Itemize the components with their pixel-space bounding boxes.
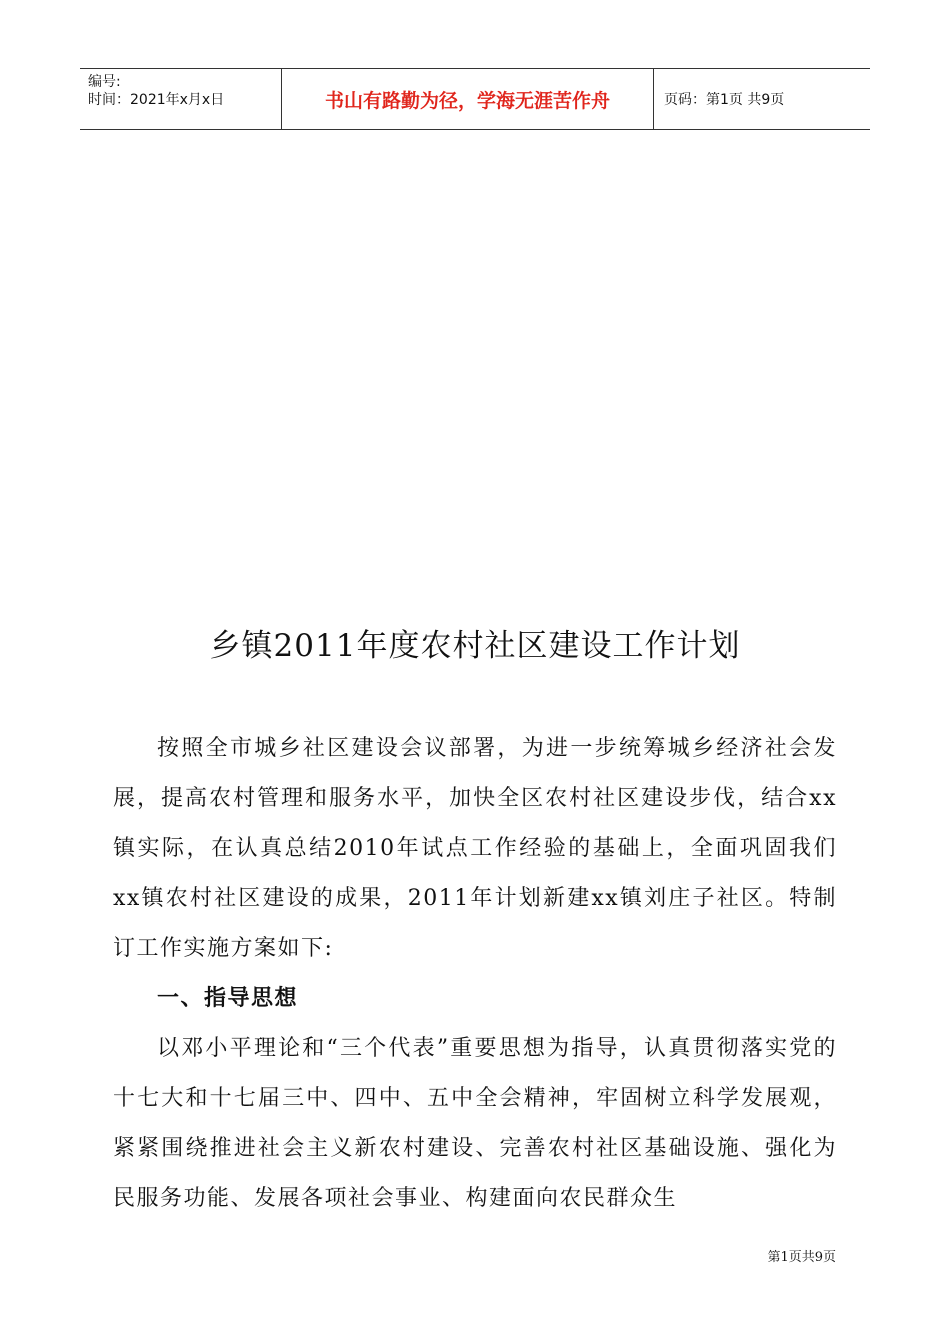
number-label: 编号: <box>88 74 121 90</box>
document-title: 乡镇2011年度农村社区建设工作计划 <box>209 628 741 664</box>
section-heading: 一、指导思想 <box>157 986 299 1011</box>
section-paragraph: 以邓小平理论和“三个代表”重要思想为指导，认真贯彻落实党的十七大和十七届三中、四中、五中全会精神，牢固树立科学发展观，紧紧围绕推进社会主义新农村建设、完善农村社区基础设施、强化为民服务功能、发展各项社会事业、构建面向农民群众生 <box>113 1036 837 1211</box>
document-body <box>113 724 837 1224</box>
header-page-info: 页码：第1页 共9页 <box>664 92 785 108</box>
intro-paragraph: 按照全市城乡社区建设会议部署，为进一步统筹城乡经济社会发展，提高农村管理和服务水平，加快全区农村社区建设步伐，结合xx镇实际，在认真总结2010年试点工作经验的基础上，全面巩固我们xx镇农村社区建设的成果，2011年计划新建xx镇刘庄子社区。特制订工作实施方案如下: <box>113 736 837 961</box>
time-label: 时间：2021年x月x日 <box>88 92 225 108</box>
header-motto: 书山有路勤为径，学海无涯苦作舟 <box>282 69 654 129</box>
header-meta <box>80 69 282 129</box>
document-header <box>80 68 870 130</box>
page-footer: 第1页共9页 <box>767 1250 836 1265</box>
